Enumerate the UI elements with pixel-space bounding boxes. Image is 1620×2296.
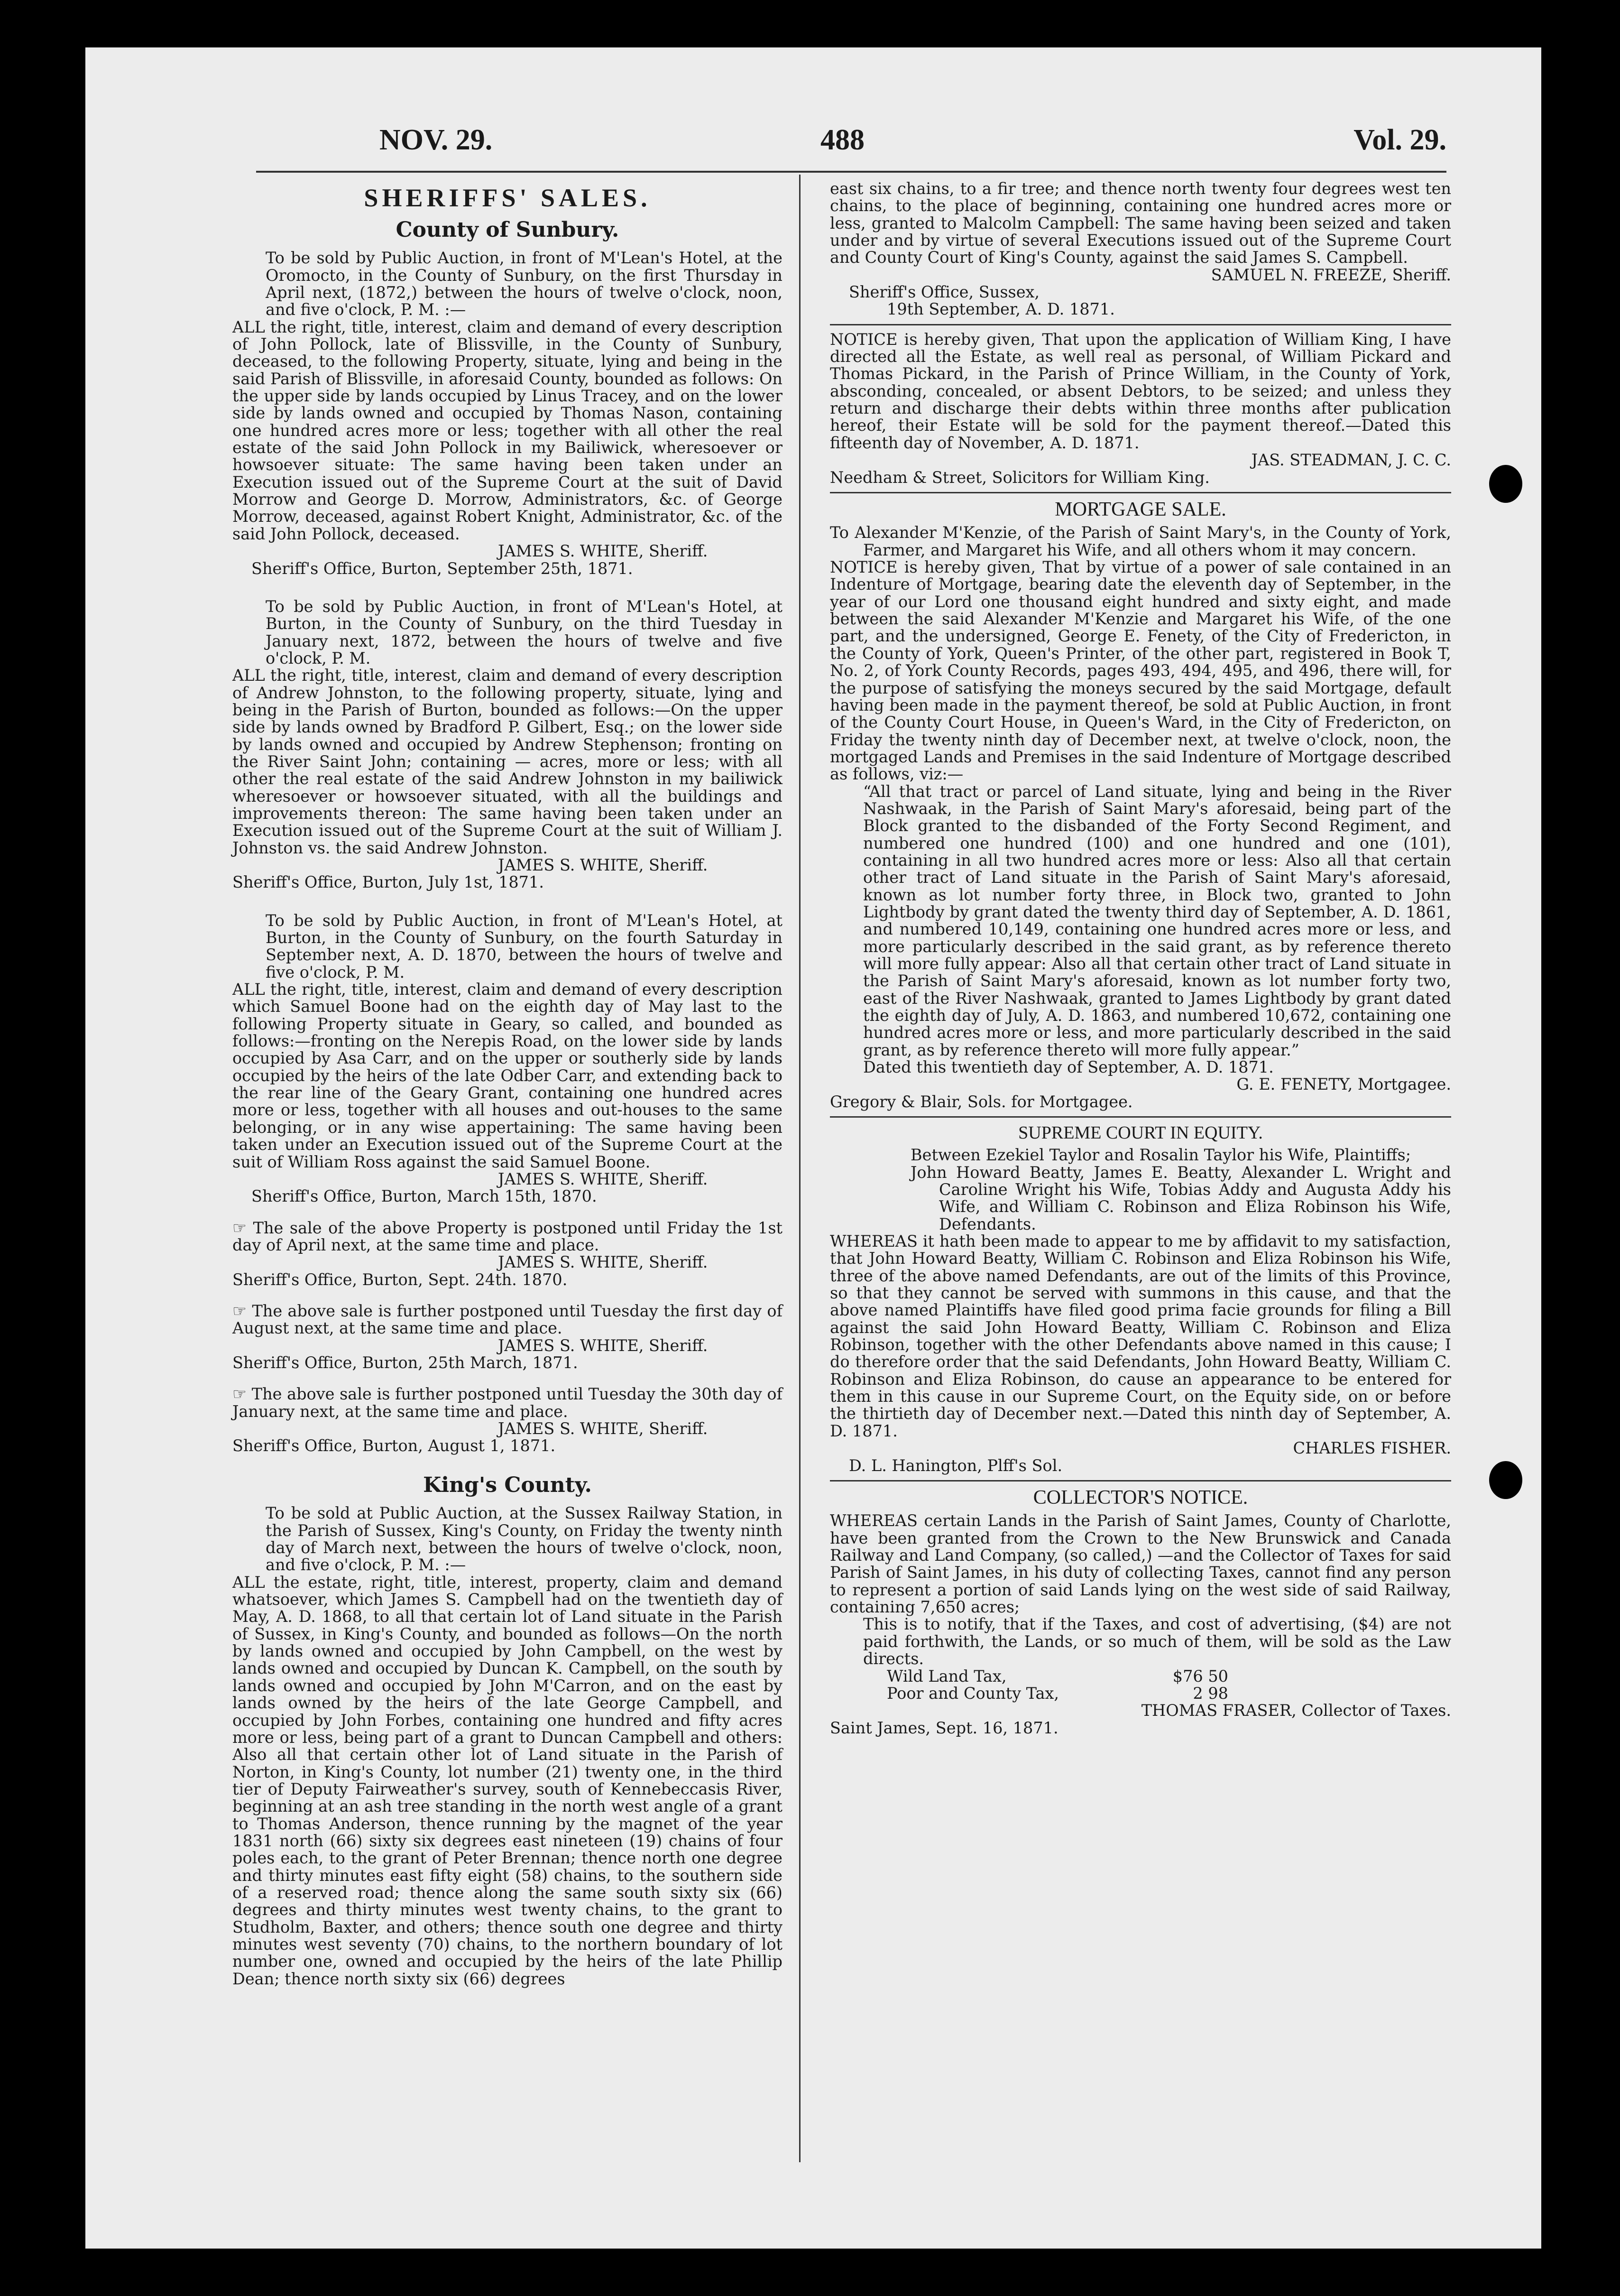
postponement-text: The above sale is further postponed until Tuesday the 30th day of January next, at the same time and place. [232, 1385, 782, 1421]
mortgage-dated: Dated this twentieth day of September, A. D. 1871. [863, 1058, 1274, 1077]
tax-row [830, 1668, 1451, 1685]
binding-hole [1489, 465, 1522, 503]
plaintiffs: Between Ezekiel Taylor and Rosalin Taylor his Wife, Plaintiffs; [911, 1146, 1411, 1165]
postponement-notice [232, 1386, 782, 1420]
office-line: Sheriff's Office, Burton, August 1, 1871. [232, 1436, 556, 1455]
signature: JAMES S. WHITE, Sheriff. [498, 1169, 708, 1188]
section-rule [830, 1480, 1451, 1481]
office-line: Sheriff's Office, Burton, July 1st, 1871. [232, 873, 544, 892]
office-line: Sheriff's Office, Burton, September 25th, 1871. [251, 559, 633, 578]
notice-body: ALL the right, title, interest, claim and demand of every description of John Pollock, late of Blissville, in the County of Sunbury, deceased, to the following Property, situate, lying and being in the said Parish of Blissville, in aforesaid County, bounded as follows: On the upper side by lands occupied by Linus Tracey, and on the lower side by lands owned and occupied by Thomas Nason, containing one hundred acres more or less; together with all other the real estate of the said John Pollock in my Bailiwick, wheresoever or howsoever situate: The same having been taken under an Execution issued out of the Supreme Court at the suit of David Morrow and George D. Morrow, Administrators, &c. of George Morrow, deceased, against Robert Knight, Administrator, &c. of the said John Pollock, deceased. [232, 317, 782, 543]
column-divider [799, 175, 801, 2162]
collectors-notice-body: WHEREAS certain Lands in the Parish of Saint James, County of Charlotte, have been granted from the Crown to the New Brunswick and Canada Railway and Land Company, (so called,) —and the Collector of Taxes for said Parish of Saint James, in his duty of collecting Taxes, cannot find any person to represent a portion of said Lands lying on the west side of said Railway, containing 7,650 acres; [830, 1511, 1451, 1617]
office-line: Sheriff's Office, Burton, 25th March, 1871. [232, 1353, 578, 1372]
postponement-notice [232, 1303, 782, 1337]
absconding-debtors-notice: NOTICE is hereby given, That upon the application of William King, I have directed all the Estate, as well real as personal, of William Pickard and Thomas Pickard, in the Parish of Prince William, in the County of York, absconding, concealed, or absent Debtors, to be seized; and unless they return and discharge their debts within three months after publication hereof, their Estate will be sold for the payment thereof.—Dated this fifteenth day of November, A. D. 1871. [830, 330, 1451, 452]
notice-intro: To be sold by Public Auction, in front of M'Lean's Hotel, at Burton, in the County of Sunbury, on the third Tuesday in January next, 1872, between the hours of twelve and five o'clock, P. M. [266, 597, 782, 667]
solicitors-line: D. L. Hanington, Plff's Sol. [849, 1456, 1063, 1475]
solicitors-line: Gregory & Blair, Sols. for Mortgagee. [830, 1092, 1133, 1111]
equity-order-body: WHEREAS it hath been made to appear to me by affidavit to my satisfaction, that John Howard Beatty, William C. Robinson and Eliza Robinson his Wife, three of the above named Defendants, are out of the limits of this Province, so that they cannot be served with summons in this cause, and that the above named Plaintiffs have filed good prima facie grounds for filing a Bill against the said John Howard Beatty, William C. Robinson and Eliza Robinson, together with the other Defendants above named in this cause; I do therefore order that the said Defendants, John Howard Beatty, William C. Robinson and Eliza Robinson, do cause an appearance to be entered for them in this cause in our Supreme Court, on the Equity side, on or before the thirtieth day of December next.—Dated this ninth day of September, A. D. 1871. [830, 1232, 1451, 1440]
pointing-hand-icon: ☞ [232, 1218, 247, 1237]
collectors-notice-warning: This is to notify, that if the Taxes, and cost of advertising, ($4) are not paid forthwith, the Lands, or so much of them, will be sold as the Law directs. [863, 1615, 1451, 1668]
notice-intro: To be sold at Public Auction, at the Sussex Railway Station, in the Parish of Sussex, King's County, on Friday the twenty ninth day of March next, between the hours of twelve o'clock, noon, and five o'clock, P. M. :— [266, 1504, 782, 1574]
notice-body: ALL the right, title, interest, claim and demand of every description of Andrew Johnston, to the following property, situate, lying and being in the Parish of Burton, bounded as follows:—On the upper side by lands owned by Bradford P. Gilbert, Esq.; on the lower side by lands owned and occupied by Andrew Stephenson; fronting on the River Saint John; containing — acres, more or less; with all other the real estate of the said Andrew Johnston in my bailiwick wheresoever or howsoever situated, with all the buildings and improvements thereon: The same having been taken under an Execution issued out of the Supreme Court at the suit of William J. Johnston vs. the said Andrew Johnston. [232, 666, 782, 857]
mortgage-land-description: “All that tract or parcel of Land situate, lying and being in the River Nashwaak, in the Parish of Saint Mary's aforesaid, being part of the Block granted to the disbanded of the Forty Second Regiment, and numbered one hundred (100) and one hundred and one (101), containing in all two hundred acres more or less: Also all that certain other tract of Land situate in the Parish of Saint Mary's aforesaid, known as lot number forty three, in Block two, granted to John Lightbody by grant dated the twenty third day of September, A. D. 1861, and numbered 10,149, containing one hundred acres more or less, and more particularly described in the said grant, as by reference thereto will more fully appear: Also all that certain other tract of Land situate in the Parish of Saint Mary's aforesaid, known as lot number forty two, east of the River Nashwaak, granted to James Lightbody by grant dated the eighth day of July, A. D. 1863, and numbered 10,672, containing one hundred acres more or less, and more particularly described in the said grant, as by reference thereto will more fully appear.” [863, 782, 1451, 1059]
office-line: Sheriff's Office, Burton, Sept. 24th. 1870. [232, 1270, 568, 1289]
postponement-notice [232, 1220, 782, 1254]
mortgage-addressee: To Alexander M'Kenzie, of the Parish of Saint Mary's, in the County of York, Farmer, and Margaret his Wife, and all others whom it may concern. [830, 523, 1451, 559]
postponement-text: The above sale is further postponed until Tuesday the first day of August next, at the same time and place. [232, 1301, 782, 1338]
mortgage-body: NOTICE is hereby given, That by virtue of a power of sale contained in an Indenture of Mortgage, bearing date the eleventh day of September, in the year of our Lord one thousand eight hundred and sixty eight, and made between the said Alexander M'Kenzie and Margaret his Wife, of the one part, and the undersigned, George E. Fenety, of the City of Fredericton, in the County of York, Queen's Printer, of the other part, registered in Book T, No. 2, of York County Records, pages 493, 494, 495, and 496, there will, for the purpose of satisfying the moneys secured by the said Mortgage, default having been made in the payment thereof, be sold at Public Auction, in front of the County Court House, in Queen's Ward, in the City of Fredericton, on Friday the twenty ninth day of December next, at twelve o'clock, noon, the mortgaged Lands and Premises in the said Indenture of Mortgage described as follows, viz:— [830, 558, 1451, 784]
signature: JAS. STEADMAN, J. C. C. [1251, 451, 1451, 470]
place-date-line: Saint James, Sept. 16, 1871. [830, 1718, 1059, 1737]
pointing-hand-icon: ☞ [232, 1385, 247, 1404]
notice-body-continued: east six chains, to a fir tree; and thence north twenty four degrees west ten chains, to the place of beginning, containing one hundred acres more or less, granted to Malcolm Campbell: The same having been seized and taken under and by virtue of several Executions issued out of the Supreme Court and County Court of King's County, against the said James S. Campbell. [830, 179, 1451, 267]
page-number: 488 [820, 124, 865, 156]
postponement-text: The sale of the above Property is postponed until Friday the 1st day of April next, at the same time and place. [232, 1218, 782, 1254]
county-heading-sunbury: County of Sunbury. [396, 217, 619, 242]
tax-row [830, 1685, 1451, 1702]
left-column [232, 180, 782, 1988]
signature: JAMES S. WHITE, Sheriff. [498, 856, 708, 874]
tax-value: $76 50 [1172, 1666, 1228, 1685]
signature: CHARLES FISHER. [1293, 1439, 1451, 1458]
tax-value: 2 98 [1193, 1684, 1228, 1703]
issue-date: NOV. 29. [379, 124, 493, 156]
mortgage-sale-title: MORTGAGE SALE. [1055, 498, 1226, 520]
pointing-hand-icon: ☞ [232, 1301, 247, 1320]
newspaper-page [85, 47, 1541, 2249]
sheriffs-sales-title: SHERIFFS' SALES. [364, 184, 651, 212]
notice-intro: To be sold by Public Auction, in front of M'Lean's Hotel, at the Oromocto, in the County of Sunbury, on the first Thursday in April next, (1872,) between the hours of twelve o'clock, noon, and five o'clock, P. M. :— [266, 249, 782, 319]
signature: JAMES S. WHITE, Sheriff. [498, 1336, 708, 1355]
signature: SAMUEL N. FREEZE, Sheriff. [1211, 265, 1451, 284]
binding-hole [1489, 1461, 1522, 1499]
equity-court-title: SUPREME COURT IN EQUITY. [1018, 1123, 1263, 1143]
volume-number: Vol. 29. [1353, 124, 1446, 156]
signature: THOMAS FRASER, Collector of Taxes. [1141, 1701, 1451, 1720]
signature: JAMES S. WHITE, Sheriff. [498, 542, 708, 561]
right-column [830, 180, 1451, 1737]
header-rule [256, 171, 1446, 173]
signature: JAMES S. WHITE, Sheriff. [498, 1419, 708, 1438]
office-line: Sheriff's Office, Burton, March 15th, 1870. [251, 1187, 597, 1206]
solicitors-line: Needham & Street, Solicitors for William King. [830, 468, 1210, 487]
defendants: John Howard Beatty, James E. Beatty, Alexander L. Wright and Caroline Wright his Wife, Tobias Addy and Augusta Addy his Wife, and William C. Robinson and Eliza Robinson his Wife, Defendants. [911, 1163, 1451, 1233]
section-rule [830, 1116, 1451, 1118]
signature: JAMES S. WHITE, Sheriff. [498, 1253, 708, 1272]
page-header [294, 123, 1446, 176]
county-heading-kings: King's County. [423, 1472, 592, 1497]
notice-body: ALL the right, title, interest, claim and demand of every description which Samuel Boone had on the eighth day of May last to the following Property situate in Geary, so called, and bounded as follows:—fronting on the Nerepis Road, on the lower side by lands occupied by Asa Carr, and on the upper or southerly side by lands occupied by the heirs of the late Odber Carr, and extending back to the rear line of the Geary Grant, containing one hundred acres more or less, together with all houses and out-houses to the same belonging, or in any wise appertaining: The same having been taken under an Execution issued out of the Supreme Court at the suit of William Ross against the said Samuel Boone. [232, 980, 782, 1171]
office-line: Sheriff's Office, Sussex, [849, 283, 1040, 302]
notice-body: ALL the estate, right, title, interest, property, claim and demand whatsoever, which James S. Campbell had on the twentieth day of May, A. D. 1868, to all that certain lot of Land situate in the Parish of Sussex, in King's County, and bounded as follows—On the north by lands owned and occupied by John Campbell, on the west by lands owned and occupied by Duncan K. Campbell, on the south by lands owned and occupied by John M'Carron, and on the east by lands owned by the heirs of the late George Campbell, and occupied by John Forbes, containing one hundred and fifty acres more or less, being part of a grant to Duncan Campbell and others: Also all that certain other lot of Land situate in the Parish of Norton, in King's County, lot number (21) twenty one, in the third tier of Deputy Fairweather's survey, south of Kennebeccasis River, beginning at an ash tree standing in the north west angle of a grant to Thomas Anderson, thence running by the magnet of the year 1831 north (66) sixty six degrees east nineteen (19) chains of four poles each, to the grant of Peter Brennan; thence north one degree and thirty minutes east fifty eight (58) chains, to the southern side of a reserved road; thence along the same south sixty six (66) degrees and thirty minutes west twenty chains, to the grant to Studholm, Baxter, and others; thence south one degree and thirty minutes west seventy (70) chains, to the northern boundary of lot number one, owned and occupied by the heirs of the late Phillip Dean; thence north sixty six (66) degrees [232, 1573, 782, 1988]
office-date: 19th September, A. D. 1871. [887, 300, 1115, 319]
tax-label: Wild Land Tax, [887, 1666, 1007, 1685]
collectors-notice-title: COLLECTOR'S NOTICE. [1033, 1486, 1248, 1509]
notice-intro: To be sold by Public Auction, in front of M'Lean's Hotel, at Burton, in the County of Sunbury, on the fourth Saturday in September next, A. D. 1870, between the hours of twelve and five o'clock, P. M. [266, 911, 782, 981]
signature: G. E. FENETY, Mortgagee. [1236, 1075, 1451, 1094]
section-rule [830, 492, 1451, 493]
section-rule [830, 324, 1451, 325]
tax-label: Poor and County Tax, [887, 1684, 1059, 1703]
